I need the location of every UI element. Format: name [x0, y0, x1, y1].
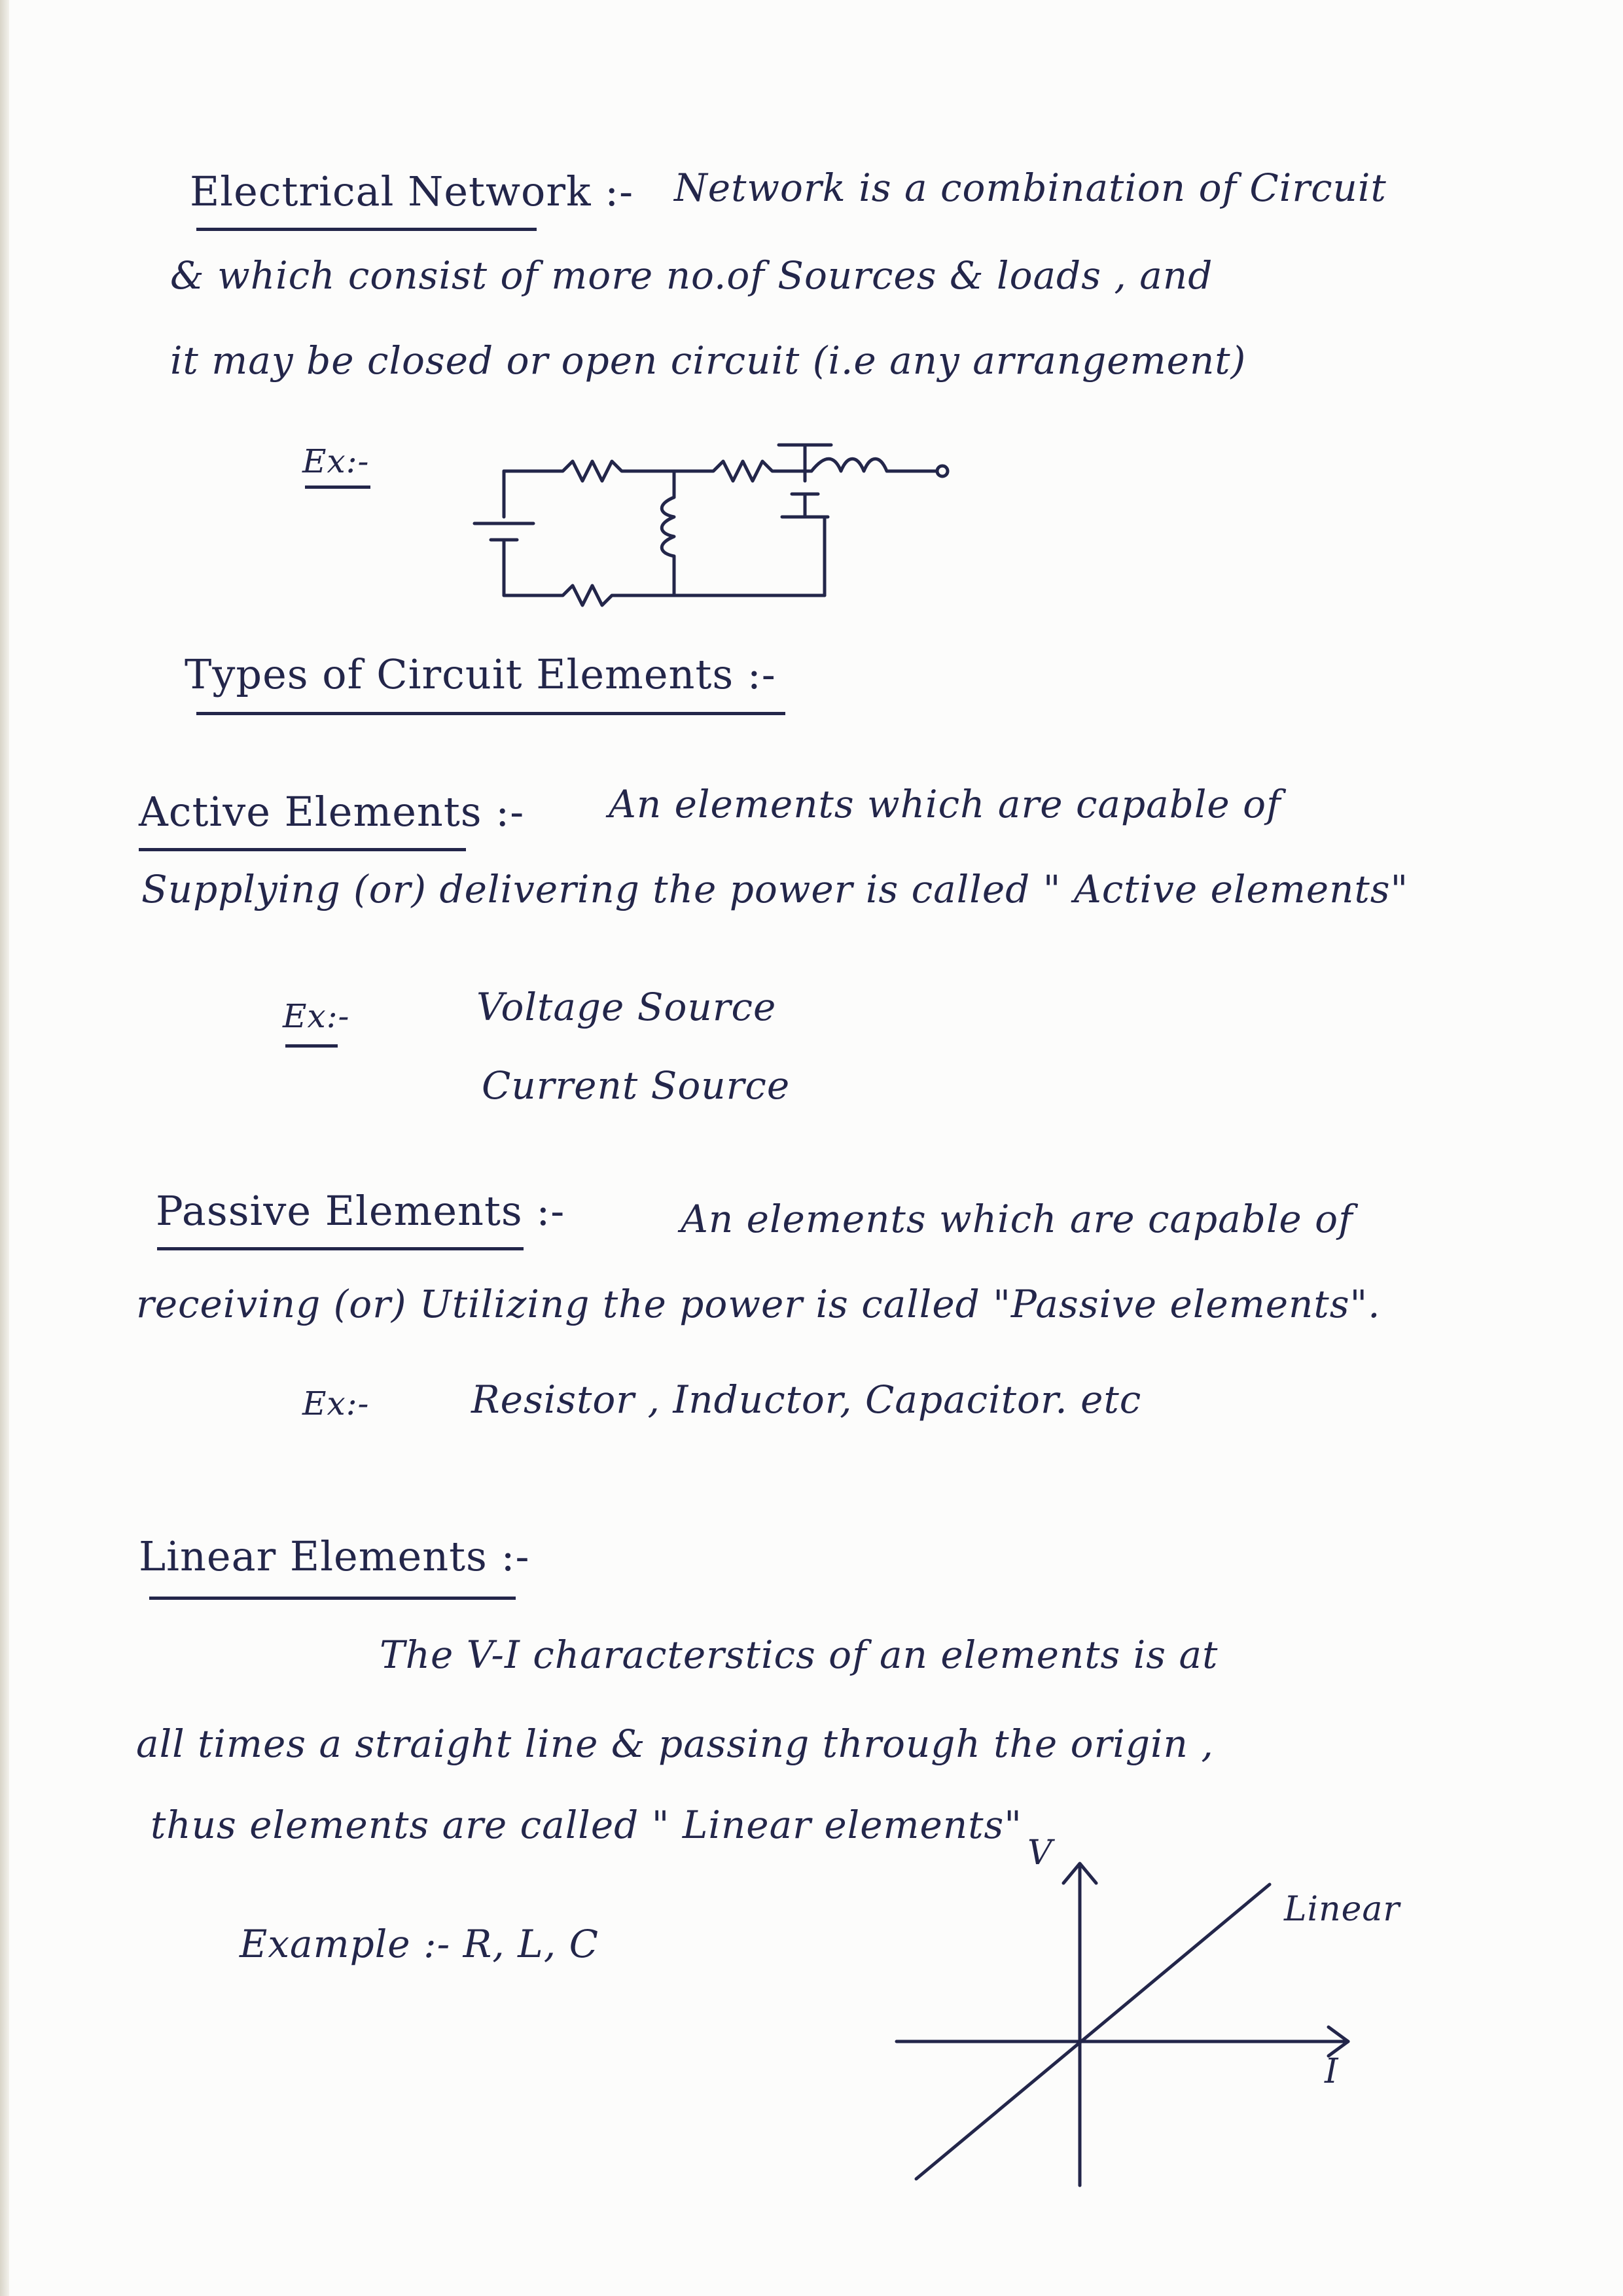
network-line-2: & which consist of more no.of Sources & loads , and — [170, 253, 1213, 298]
page-binding-edge — [0, 0, 9, 2296]
output-terminal — [937, 466, 948, 476]
active-example-underline — [285, 1044, 338, 1048]
v-axis-label: V — [1027, 1833, 1053, 1873]
linear-characteristic-line — [916, 1884, 1270, 2179]
network-heading: Electrical Network :- — [190, 168, 634, 215]
circuit-resistor-3 — [504, 586, 825, 605]
active-line-1: An elements which are capable of — [609, 782, 1281, 826]
circuit-inductor-output — [812, 459, 936, 471]
i-axis-label: I — [1325, 2052, 1339, 2091]
network-example-underline — [305, 486, 370, 489]
types-heading-underline — [196, 712, 785, 715]
linear-line-1: The V-I characterstics of an elements is at — [380, 1633, 1219, 1677]
passive-line-2: receiving (or) Utilizing the power is called "Passive elements". — [136, 1282, 1381, 1326]
linear-line-2: all times a straight line & passing through the origin , — [136, 1722, 1214, 1766]
network-heading-underline — [196, 228, 537, 231]
active-heading-underline — [139, 848, 466, 851]
passive-example-label: Ex:- — [302, 1385, 370, 1422]
active-heading: Active Elements :- — [139, 788, 525, 836]
linear-example: Example :- R, L, C — [240, 1922, 599, 1966]
linear-line-label: Linear — [1284, 1890, 1400, 1929]
circuit-resistor-1 — [504, 461, 661, 481]
active-example-voltage-source: Voltage Source — [476, 985, 777, 1029]
passive-line-1: An elements which are capable of — [681, 1197, 1353, 1241]
passive-examples: Resistor , Inductor, Capacitor. etc — [471, 1377, 1142, 1422]
example-circuit-diagram — [458, 419, 982, 615]
network-line-3: it may be closed or open circuit (i.e any arrangement) — [170, 338, 1247, 383]
circuit-resistor-2 — [661, 461, 812, 481]
active-example-current-source: Current Source — [482, 1063, 791, 1108]
types-heading: Types of Circuit Elements :- — [185, 650, 776, 698]
network-line-1: Network is a combination of Circuit — [674, 166, 1387, 210]
linear-heading: Linear Elements :- — [139, 1532, 530, 1580]
linear-line-3: thus elements are called " Linear elements" — [151, 1803, 1022, 1847]
circuit-inductor-middle — [662, 497, 674, 556]
active-example-label: Ex:- — [283, 997, 350, 1035]
linear-heading-underline — [149, 1597, 516, 1600]
passive-heading: Passive Elements :- — [156, 1187, 565, 1235]
passive-heading-underline — [157, 1247, 524, 1250]
network-example-label: Ex:- — [302, 442, 370, 480]
active-line-2: Supplying (or) delivering the power is called " Active elements" — [141, 867, 1409, 911]
